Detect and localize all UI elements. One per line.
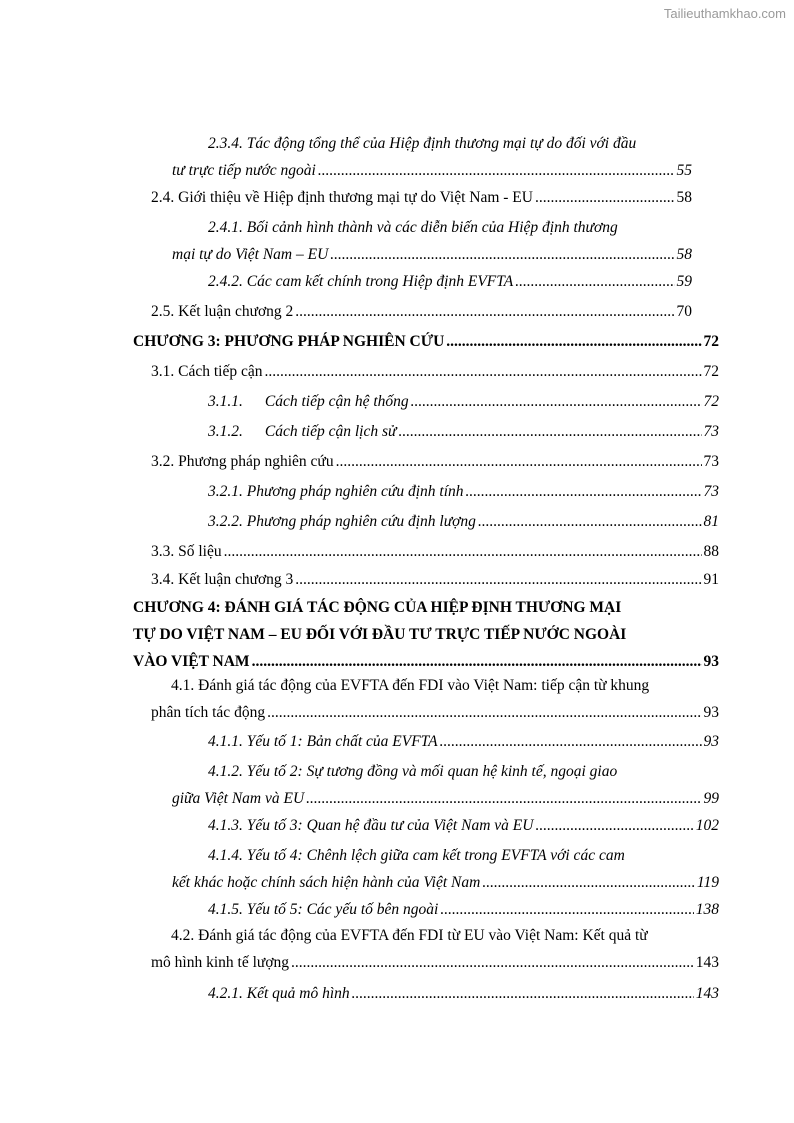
toc-page-number: 81 [703, 513, 719, 530]
toc-page-number: 119 [696, 874, 719, 891]
toc-entry-4-2-1[interactable] [208, 980, 719, 1007]
toc-entry-4-2[interactable] [151, 922, 719, 976]
toc-entry-2-5[interactable] [151, 298, 692, 325]
toc-page-number: 143 [695, 954, 719, 971]
toc-entry-text: 4.1.4. Yếu tố 4: Chênh lệch giữa cam kết trong EVFTA với các cam [208, 847, 625, 864]
toc-entry-text: 4.2. Đánh giá tác động của EVFTA đến FDI từ EU vào Việt Nam: Kết quả từ [171, 927, 648, 944]
dot-leader [336, 448, 702, 475]
dot-leader [224, 538, 702, 565]
toc-entry-text: kết khác hoặc chính sách hiện hành của Việt Nam [172, 874, 481, 891]
toc-page-number: 93 [703, 733, 719, 750]
toc-page-number: 91 [703, 571, 719, 588]
dot-leader [411, 388, 702, 415]
toc-entry-text: mại tự do Việt Nam – EU [172, 246, 329, 263]
dot-leader [352, 980, 694, 1007]
toc-entry-3-2-1[interactable] [208, 478, 719, 505]
toc-page-number: 93 [703, 653, 719, 670]
dot-leader [295, 566, 701, 593]
toc-entry-text: 2.4.1. Bối cảnh hình thành và các diễn biến của Hiệp định thương [208, 219, 618, 236]
toc-page-number: 73 [703, 483, 719, 500]
toc-page-number: 58 [676, 246, 692, 263]
toc-entry-text: 3.3. Số liệu [151, 543, 222, 560]
toc-entry-number: 3.1.1. [208, 393, 243, 410]
dot-leader [446, 328, 701, 355]
toc-entry-text: 2.5. Kết luận chương 2 [151, 303, 294, 320]
dot-leader [515, 268, 674, 295]
toc-entry-2-3-4[interactable] [172, 130, 692, 184]
toc-entry-2-4[interactable] [151, 184, 692, 211]
toc-entry-text: mô hình kinh tế lượng [151, 954, 290, 971]
toc-entry-text: 3.1. Cách tiếp cận [151, 363, 263, 380]
toc-entry-text: 3.2.2. Phương pháp nghiên cứu định lượng [208, 513, 476, 530]
toc-entry-text: 2.4.2. Các cam kết chính trong Hiệp định EVFTA [208, 273, 514, 290]
toc-entry-4-1-3[interactable] [208, 812, 719, 839]
dot-leader [535, 812, 693, 839]
toc-chapter-title: CHƯƠNG 3: PHƯƠNG PHÁP NGHIÊN CỨU [133, 333, 445, 350]
toc-page-number: 143 [695, 985, 719, 1002]
toc-entry-3-2[interactable] [151, 448, 719, 475]
toc-entry-3-4[interactable] [151, 566, 719, 593]
toc-page-number: 73 [703, 453, 719, 470]
toc-entry-text: Cách tiếp cận lịch sử [264, 423, 397, 440]
dot-leader [398, 418, 701, 445]
toc-page-number: 72 [703, 393, 719, 410]
toc-entry-text: 2.3.4. Tác động tổng thể của Hiệp định thương mại tự do đối với đầu [208, 135, 637, 152]
toc-chapter-title: VÀO VIỆT NAM [133, 653, 250, 670]
dot-leader [267, 699, 701, 726]
toc-entry-4-1-1[interactable] [208, 728, 719, 755]
toc-entry-text: 3.2. Phương pháp nghiên cứu [151, 453, 334, 470]
toc-page-number: 102 [695, 817, 719, 834]
toc-page-number: 93 [703, 704, 719, 721]
toc-entry-text: 3.2.1. Phương pháp nghiên cứu định tính [208, 483, 464, 500]
toc-page-number: 138 [695, 901, 719, 918]
toc-page-number: 72 [703, 333, 719, 350]
toc-entry-2-4-2[interactable] [208, 268, 692, 295]
toc-page-number: 88 [703, 543, 719, 560]
toc-entry-3-1-2[interactable] [208, 418, 719, 445]
toc-entry-4-1-5[interactable] [208, 896, 719, 923]
toc-entry-text: 2.4. Giới thiệu về Hiệp định thương mại tự do Việt Nam - EU [151, 189, 533, 206]
toc-chapter-title: TỰ DO VIỆT NAM – EU ĐỐI VỚI ĐẦU TƯ TRỰC TIẾP NƯỚC NGOÀI [133, 626, 627, 643]
toc-entry-3-2-2[interactable] [208, 508, 719, 535]
toc-entry-4-1-2[interactable] [172, 758, 719, 812]
dot-leader [306, 785, 701, 812]
toc-page-number: 70 [676, 303, 692, 320]
dot-leader [252, 648, 702, 675]
toc-entry-3-3[interactable] [151, 538, 719, 565]
toc-entry-text: 4.2.1. Kết quả mô hình [208, 985, 350, 1002]
toc-entry-3-1-1[interactable] [208, 388, 719, 415]
dot-leader [295, 298, 674, 325]
toc-entry-4-1-4[interactable] [172, 842, 719, 896]
toc-entry-text: 4.1.2. Yếu tố 2: Sự tương đồng và mối quan hệ kinh tế, ngoại giao [208, 763, 618, 780]
toc-chapter-3[interactable] [133, 328, 719, 355]
dot-leader [264, 358, 701, 385]
dot-leader [291, 949, 694, 976]
dot-leader [482, 869, 695, 896]
dot-leader [440, 896, 693, 923]
toc-entry-text: 4.1.3. Yếu tố 3: Quan hệ đầu tư của Việt Nam và EU [208, 817, 534, 834]
toc-entry-number: 3.1.2. [208, 423, 243, 440]
dot-leader [440, 728, 702, 755]
toc-chapter-4[interactable] [133, 594, 719, 675]
watermark: Tailieuthamkhao.com [663, 6, 786, 21]
toc-entry-text: giữa Việt Nam và EU [172, 790, 305, 807]
dot-leader [535, 184, 675, 211]
toc-entry-text: 4.1. Đánh giá tác động của EVFTA đến FDI vào Việt Nam: tiếp cận từ khung [171, 677, 650, 694]
toc-page-number: 99 [703, 790, 719, 807]
toc-entry-text: Cách tiếp cận hệ thống [264, 393, 409, 410]
toc-page-number: 73 [703, 423, 719, 440]
dot-leader [318, 157, 675, 184]
dot-leader [478, 508, 702, 535]
toc-entry-text: tư trực tiếp nước ngoài [172, 162, 316, 179]
dot-leader [330, 241, 674, 268]
toc-entry-2-4-1[interactable] [172, 214, 692, 268]
toc-page-number: 55 [676, 162, 692, 179]
toc-chapter-title: CHƯƠNG 4: ĐÁNH GIÁ TÁC ĐỘNG CỦA HIỆP ĐỊNH THƯƠNG MẠI [133, 599, 622, 616]
toc-entry-text: 4.1.1. Yếu tố 1: Bản chất của EVFTA [208, 733, 438, 750]
toc-entry-text: 4.1.5. Yếu tố 5: Các yếu tố bên ngoài [208, 901, 439, 918]
toc-page-number: 58 [676, 189, 692, 206]
toc-entry-text: phân tích tác động [151, 704, 266, 721]
toc-page-number: 72 [703, 363, 719, 380]
toc-entry-3-1[interactable] [151, 358, 719, 385]
toc-entry-text: 3.4. Kết luận chương 3 [151, 571, 294, 588]
toc-entry-4-1[interactable] [151, 672, 719, 726]
dot-leader [466, 478, 702, 505]
toc-page-number: 59 [676, 273, 692, 290]
